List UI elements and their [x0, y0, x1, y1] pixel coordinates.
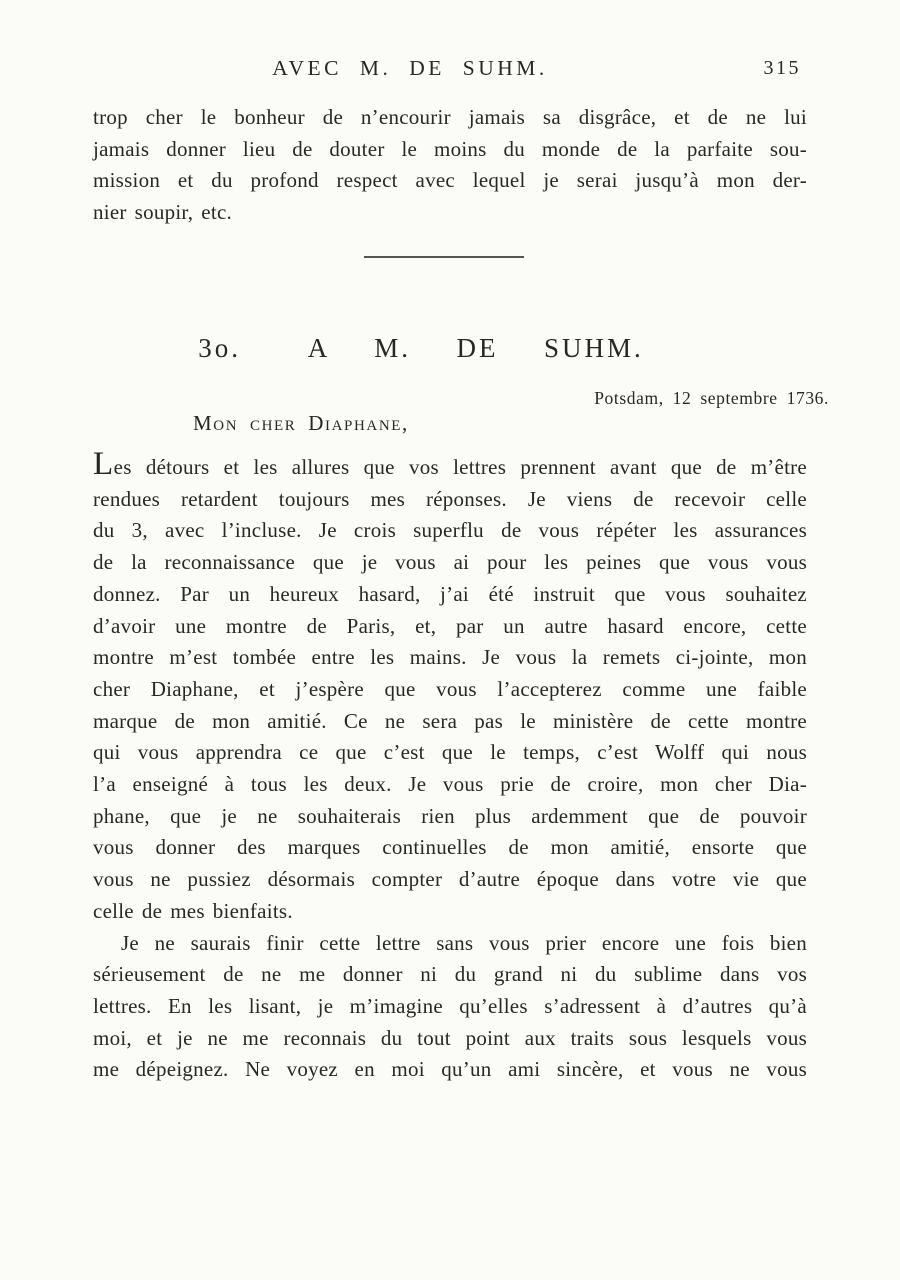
letter-dateline: Potsdam, 12 septembre 1736.: [594, 388, 829, 408]
body-line: cher Diaphane, et j’espère que vous l’accepterez comme une faible: [93, 676, 807, 701]
body-line: mission et du profond respect avec lequel je serai jusqu’à mon der-: [93, 168, 807, 193]
body-line: montre m’est tombée entre les mains. Je vous la remets ci-jointe, mon: [93, 645, 807, 670]
body-line: nier soupir, etc.: [93, 200, 233, 225]
body-line: qui vous apprendra ce que c’est que le temps, c’est Wolff qui nous: [93, 740, 807, 765]
running-head: [93, 56, 807, 90]
body-line: lettres. En les lisant, je m’imagine qu’elles s’adressent à d’autres qu’à: [93, 993, 807, 1018]
body-line: du 3, avec l’incluse. Je crois superflu de vous répéter les assurances: [93, 518, 807, 543]
body-line: Je ne saurais finir cette lettre sans vous prier encore une fois bien: [121, 930, 807, 955]
body-line: l’a enseigné à tous les deux. Je vous prie de croire, mon cher Dia-: [93, 772, 807, 797]
body-line-text: es détours et les allures que vos lettres prennent avant que de m’être: [113, 455, 807, 479]
running-head-title: AVEC M. DE SUHM.: [272, 56, 548, 80]
body-line: [93, 448, 807, 484]
letter-salutation: Mon cher Diaphane,: [193, 411, 409, 435]
body-line: sérieusement de ne me donner ni du grand ni du sublime dans vos: [93, 962, 807, 987]
letter-number-heading: 3o. A M. DE SUHM.: [198, 333, 644, 363]
paragraph-2: [93, 928, 807, 1087]
body-line: moi, et je ne me reconnais du tout point aux traits sous lesquels vous: [93, 1025, 807, 1050]
intro-paragraph: [93, 102, 807, 229]
body-line: rendues retardent toujours mes réponses. Je viens de recevoir celle: [93, 486, 807, 511]
section-divider-rule: [364, 256, 524, 258]
body-line: vous ne pussiez désormais compter d’autre époque dans votre vie que: [93, 867, 807, 892]
body-line: donnez. Par un heureux hasard, j’ai été instruit que vous souhaitez: [93, 581, 807, 606]
page-number: 315: [763, 57, 801, 79]
body-line: me dépeignez. Ne voyez en moi qu’un ami sincère, et vous ne vous: [93, 1057, 807, 1082]
body-line: de la reconnaissance que je vous ai pour les peines que vous vous: [93, 550, 807, 575]
paragraph-1: [93, 448, 807, 928]
body-line: jamais donner lieu de douter le moins du monde de la parfaite sou-: [93, 136, 807, 161]
text-column: [93, 0, 829, 1280]
body-line: phane, que je ne souhaiterais rien plus ardemment que de pouvoir: [93, 803, 807, 828]
body-line: trop cher le bonheur de n’encourir jamais sa disgrâce, et de ne lui: [93, 105, 807, 129]
body-line: vous donner des marques continuelles de mon amitié, ensorte que: [93, 835, 807, 860]
letter-body: [93, 448, 807, 1086]
body-line: marque de mon amitié. Ce ne sera pas le ministère de cette montre: [93, 708, 807, 733]
body-line: celle de mes bienfaits.: [93, 898, 293, 923]
body-line: d’avoir une montre de Paris, et, par un autre hasard encore, cette: [93, 613, 807, 638]
drop-cap-initial: L: [93, 446, 114, 482]
